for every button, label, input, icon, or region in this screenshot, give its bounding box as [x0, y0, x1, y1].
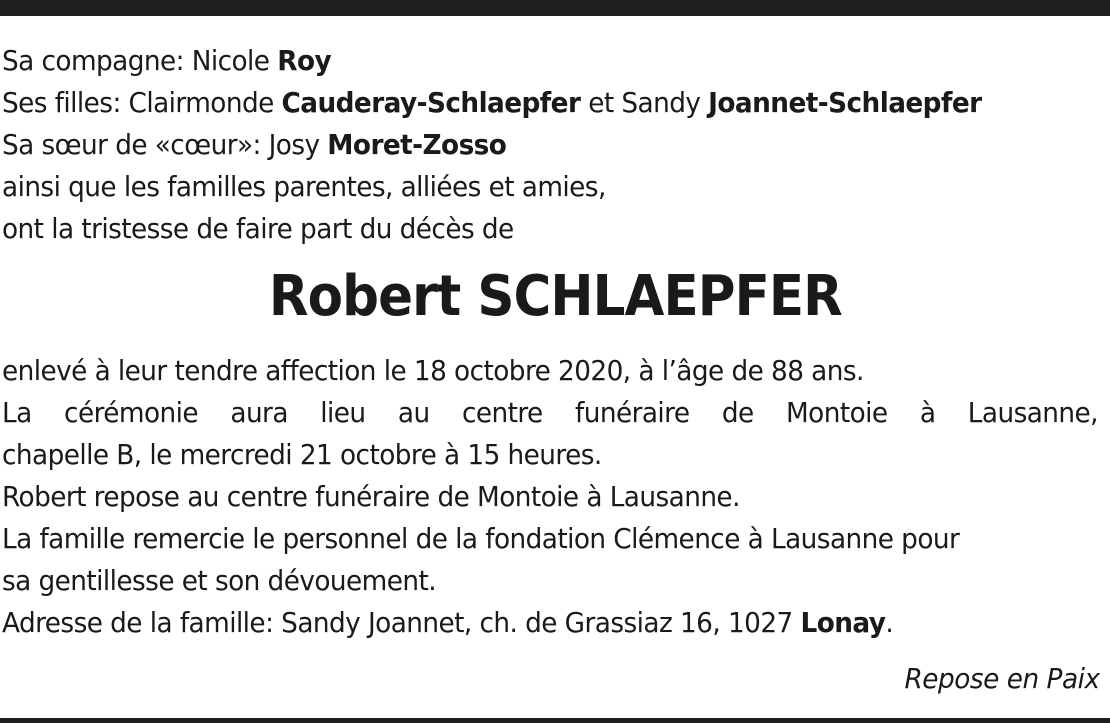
daughter2-surname: Joannet-Schlaepfer: [708, 86, 982, 119]
thanks-line-2: sa gentillesse et son dévouement.: [2, 564, 437, 597]
ceremony-word: à: [919, 396, 936, 429]
companion-label: Sa compagne: Nicole: [2, 44, 278, 77]
bottom-border-rule: [0, 718, 1110, 723]
relatives-line: ainsi que les familles parentes, alliées et amies,: [2, 170, 606, 203]
ceremony-word: cérémonie: [64, 396, 199, 429]
ceremony-line-1: [2, 392, 1098, 434]
sister-label: Sa sœur de «cœur»: Josy: [2, 128, 328, 161]
ceremony-word: aura: [230, 396, 288, 429]
ceremony-word: Lausanne,: [967, 396, 1098, 429]
ceremony-line-2: chapelle B, le mercredi 21 octobre à 15 heures.: [2, 438, 602, 471]
address-label: Adresse de la famille: Sandy Joannet, ch. de Grassiaz 16, 1027: [2, 606, 801, 639]
sister-surname: Moret-Zosso: [327, 128, 507, 161]
closing-phrase: Repose en Paix: [904, 662, 1100, 695]
address-city: Lonay: [800, 606, 886, 639]
ceremony-word: centre: [461, 396, 543, 429]
announcement-line: ont la tristesse de faire part du décès de: [2, 212, 514, 245]
daughters-line: [2, 82, 1100, 124]
address-line: [2, 602, 1100, 644]
daughters-label: Ses filles: Clairmonde: [2, 86, 282, 119]
companion-line: [2, 40, 1100, 82]
sister-line: [2, 124, 1100, 166]
ceremony-word: funéraire: [575, 396, 690, 429]
passing-line: enlevé à leur tendre affection le 18 octobre 2020, à l’âge de 88 ans.: [2, 354, 864, 387]
ceremony-word: au: [397, 396, 430, 429]
ceremony-word: La: [2, 396, 32, 429]
daughter1-surname: Cauderay-Schlaepfer: [281, 86, 581, 119]
family-announcement: [2, 40, 1100, 250]
top-border-bar: [0, 0, 1110, 16]
address-end: .: [885, 606, 894, 639]
deceased-name-block: [0, 262, 1110, 332]
daughters-middle: et Sandy: [580, 86, 709, 119]
ceremony-word: Montoie: [786, 396, 888, 429]
ceremony-word: lieu: [320, 396, 366, 429]
rest-line: Robert repose au centre funéraire de Montoie à Lausanne.: [2, 480, 740, 513]
ceremony-word: de: [721, 396, 754, 429]
thanks-line-1: La famille remercie le personnel de la fondation Clémence à Lausanne pour: [2, 522, 960, 555]
deceased-name: Robert SCHLAEPFER: [268, 264, 842, 329]
companion-surname: Roy: [277, 44, 332, 77]
details-section: [2, 350, 1100, 644]
